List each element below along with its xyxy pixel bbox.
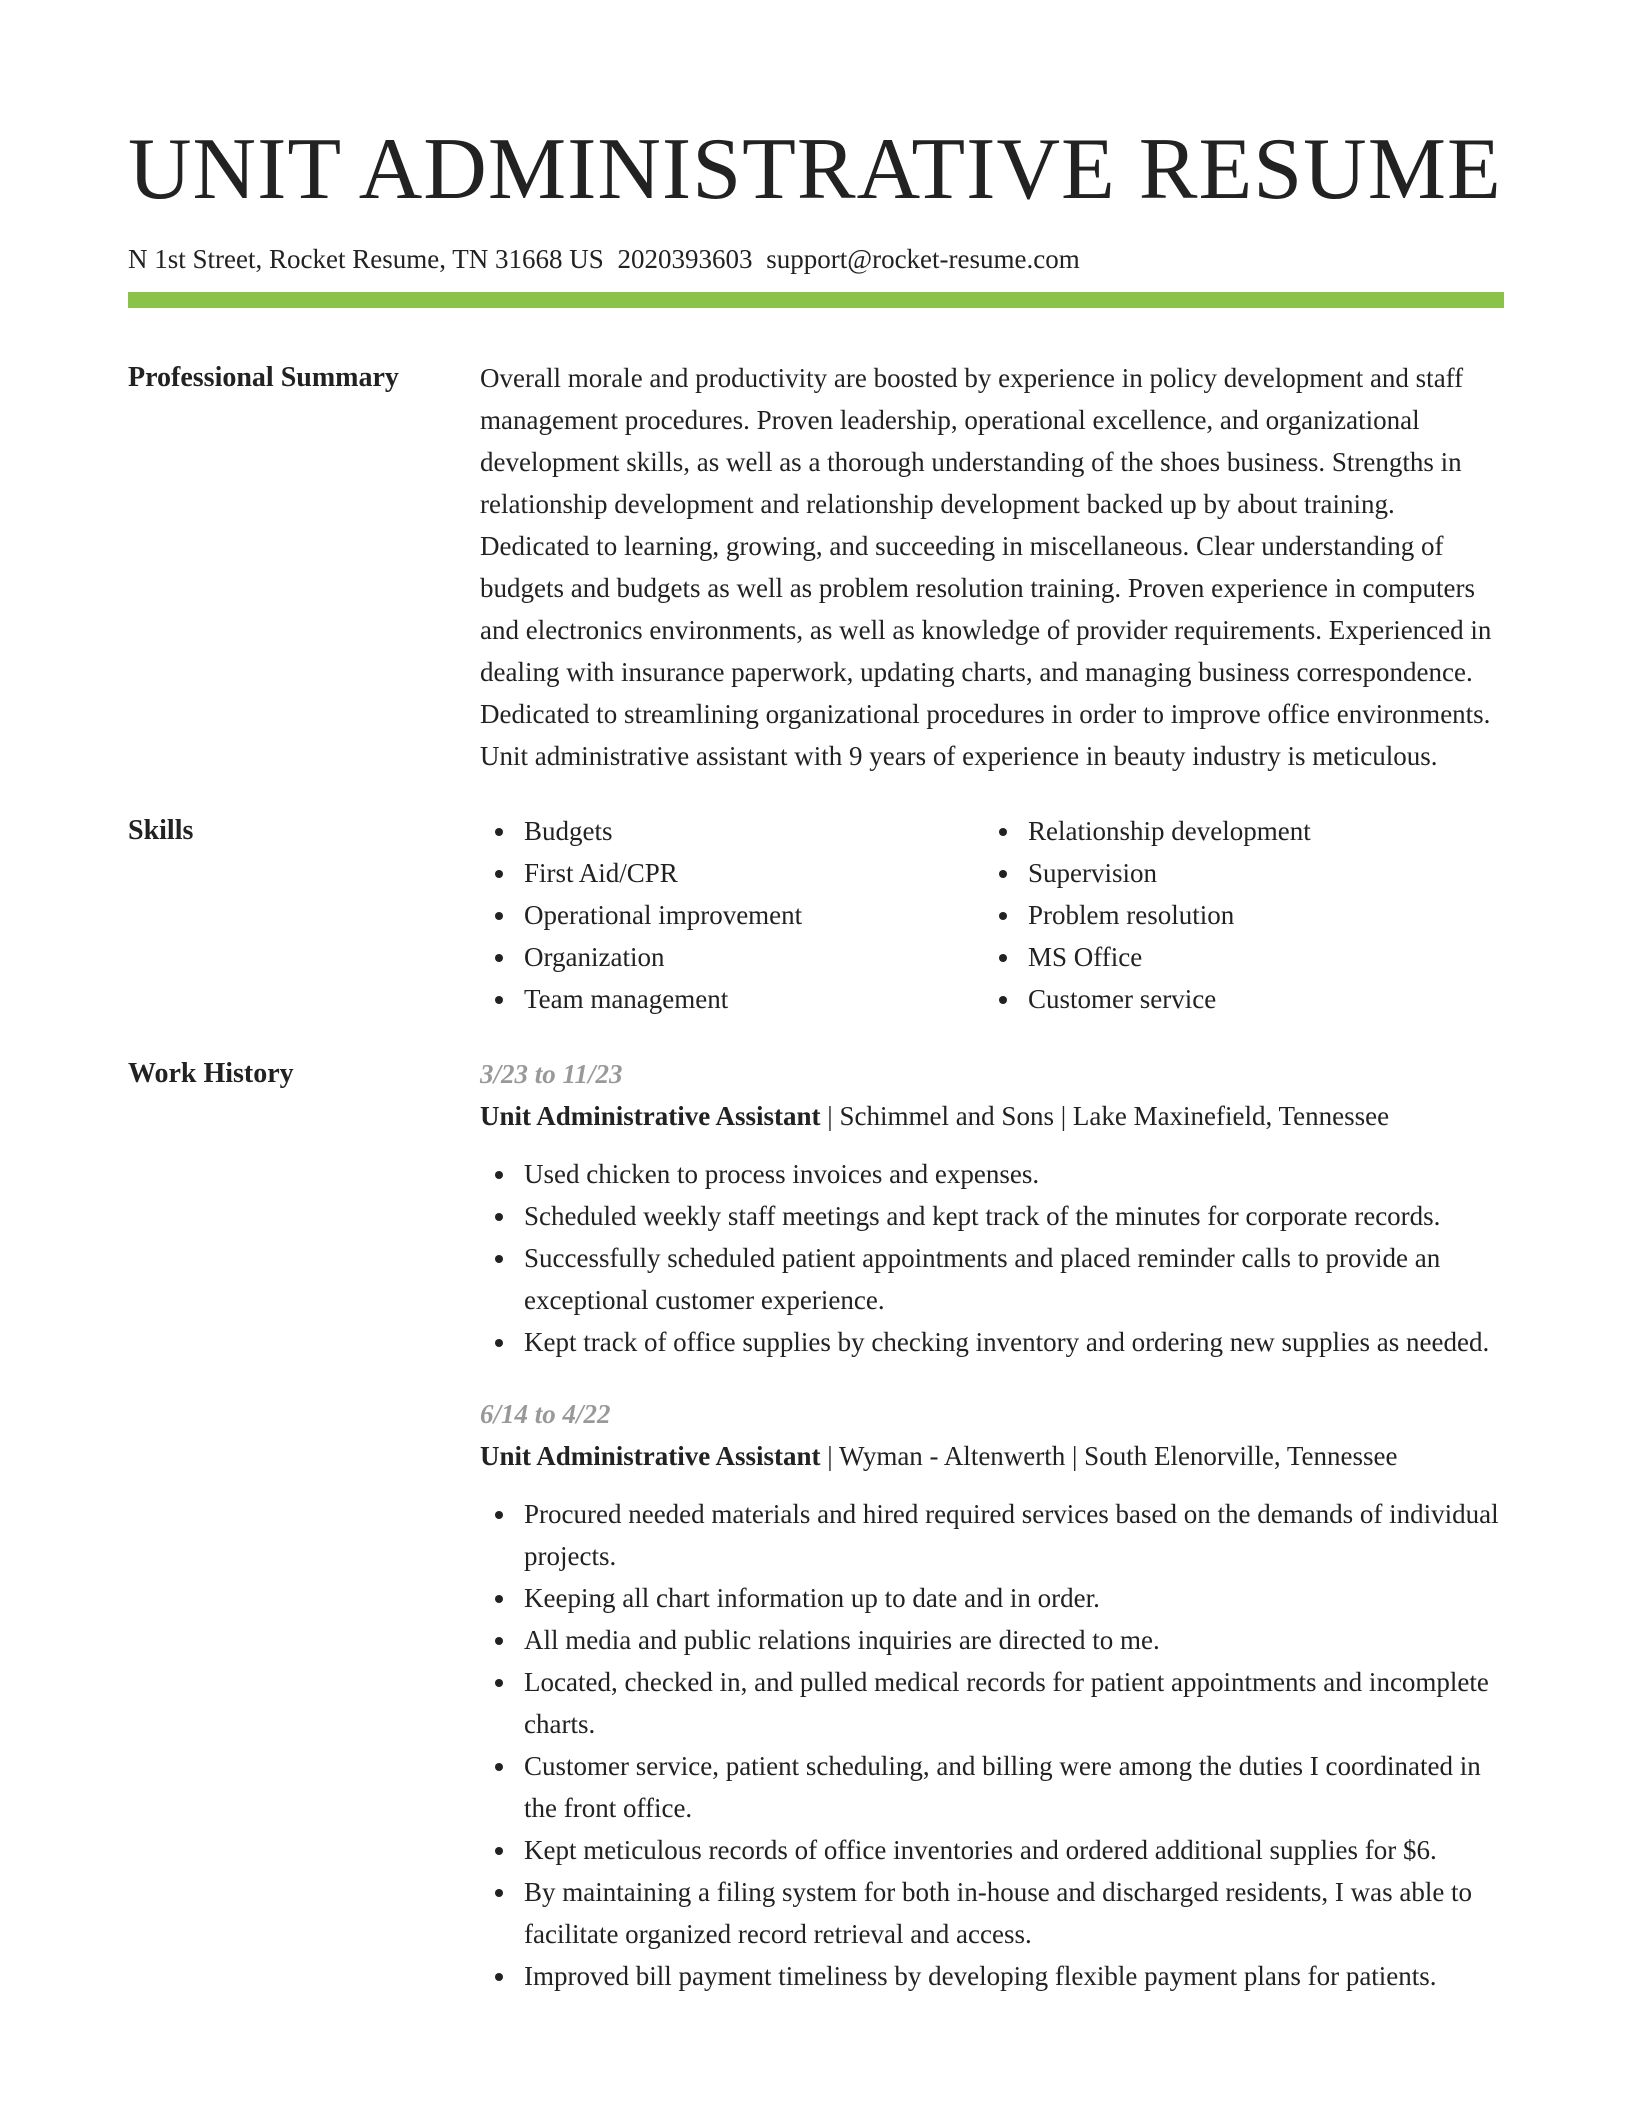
job-employer-location: | Schimmel and Sons | Lake Maxinefield, Tennessee: [820, 1101, 1390, 1131]
summary-text: Overall morale and productivity are boosted by experience in policy development and staff management procedures. Proven leadership, operational excellence, and organizational development skills, as well as a thorough understanding of the shoes business. Strengths in relationship development and relationship development backed up by about training. Dedicated to learning, growing, and succeeding in miscellaneous. Clear understanding of budgets and budgets as well as problem resolution training. Proven experience in computers and electronics environments, as well as knowledge of provider requirements. Experienced in dealing with insurance paperwork, updating charts, and managing business correspondence. Dedicated to streamlining organizational procedures in order to improve office environments. Unit administrative assistant with 9 years of experience in beauty industry is meticulous.: [480, 363, 1492, 771]
skills-column-right: [984, 810, 1488, 1020]
skill-item: MS Office: [984, 936, 1488, 978]
job-duty: Used chicken to process invoices and expenses.: [480, 1153, 1504, 1195]
job-duty: Kept meticulous records of office inventories and ordered additional supplies for $6.: [480, 1829, 1504, 1871]
skills-heading: Skills: [128, 815, 194, 846]
job-duty: Kept track of office supplies by checking inventory and ordering new supplies as needed.: [480, 1321, 1504, 1363]
job-title: Unit Administrative Assistant: [480, 1441, 821, 1471]
job-entry: [480, 1393, 1504, 1997]
contact-email: support@rocket-resume.com: [766, 244, 1080, 274]
job-duty: Customer service, patient scheduling, and billing were among the duties I coordinated in the front office.: [480, 1745, 1504, 1829]
work-history-heading: Work History: [128, 1058, 294, 1089]
skill-item: Relationship development: [984, 810, 1488, 852]
skills-list: [480, 810, 1504, 1020]
header-accent-rule: [128, 292, 1504, 308]
skill-item: Organization: [480, 936, 984, 978]
skill-item: Budgets: [480, 810, 984, 852]
job-dates: 6/14 to 4/22: [480, 1399, 611, 1429]
job-duties: [480, 1493, 1504, 1997]
contact-phone: 2020393603: [617, 244, 753, 274]
job-duty: All media and public relations inquiries are directed to me.: [480, 1619, 1504, 1661]
job-duty: Procured needed materials and hired required services based on the demands of individual projects.: [480, 1493, 1504, 1577]
job-duties: [480, 1153, 1504, 1363]
summary-section: [128, 357, 1504, 777]
job-entry: [480, 1053, 1504, 1363]
skills-section: [128, 810, 1504, 1020]
contact-line: [128, 242, 1504, 276]
job-title: Unit Administrative Assistant: [480, 1101, 821, 1131]
job-dates: 3/23 to 11/23: [480, 1059, 623, 1089]
skill-item: Operational improvement: [480, 894, 984, 936]
job-duty: Scheduled weekly staff meetings and kept track of the minutes for corporate records.: [480, 1195, 1504, 1237]
job-heading: [480, 1435, 1504, 1477]
resume-title: UNIT ADMINISTRATIVE RESUME: [128, 121, 1502, 218]
skill-item: Supervision: [984, 852, 1488, 894]
job-heading: [480, 1095, 1504, 1137]
skill-item: First Aid/CPR: [480, 852, 984, 894]
resume-page: [128, 120, 1504, 1997]
skill-item: Problem resolution: [984, 894, 1488, 936]
work-history-section: [128, 1053, 1504, 1997]
job-duty: Successfully scheduled patient appointments and placed reminder calls to provide an exceptional customer experience.: [480, 1237, 1504, 1321]
skill-item: Customer service: [984, 978, 1488, 1020]
contact-address: N 1st Street, Rocket Resume, TN 31668 US: [128, 244, 604, 274]
summary-heading: Professional Summary: [128, 362, 399, 393]
job-duty: Keeping all chart information up to date and in order.: [480, 1577, 1504, 1619]
job-duty: By maintaining a filing system for both in-house and discharged residents, I was able to facilitate organized record retrieval and access.: [480, 1871, 1504, 1955]
skills-column-left: [480, 810, 984, 1020]
job-employer-location: | Wyman - Altenwerth | South Elenorville, Tennessee: [820, 1441, 1398, 1471]
job-duty: Improved bill payment timeliness by developing flexible payment plans for patients.: [480, 1955, 1504, 1997]
skill-item: Team management: [480, 978, 984, 1020]
job-duty: Located, checked in, and pulled medical records for patient appointments and incomplete charts.: [480, 1661, 1504, 1745]
